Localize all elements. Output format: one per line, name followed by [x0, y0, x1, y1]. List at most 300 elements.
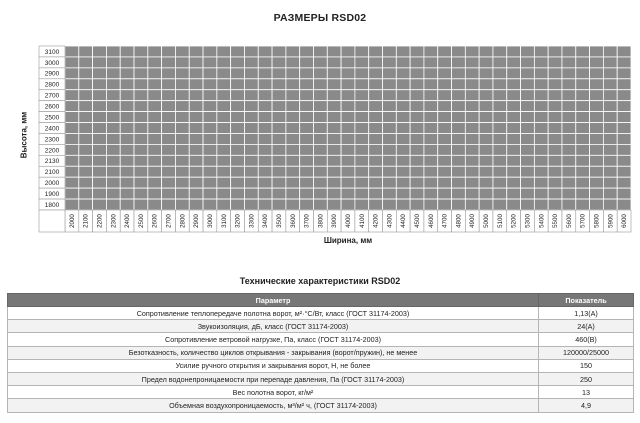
grid-cell — [106, 90, 120, 101]
grid-cell — [521, 188, 535, 199]
grid-cell — [120, 68, 134, 79]
grid-cell — [383, 177, 397, 188]
grid-cell — [244, 144, 258, 155]
grid-cell — [93, 90, 107, 101]
grid-cell — [617, 155, 631, 166]
x-tick-label: 2000 — [68, 214, 76, 228]
grid-cell — [410, 101, 424, 112]
grid-cell — [106, 177, 120, 188]
grid-cell — [189, 155, 203, 166]
grid-cell — [438, 155, 452, 166]
grid-cell — [189, 133, 203, 144]
grid-cell — [424, 133, 438, 144]
grid-cell — [162, 46, 176, 57]
grid-cell — [396, 144, 410, 155]
grid-cell — [231, 155, 245, 166]
grid-cell — [313, 57, 327, 68]
grid-cell — [465, 90, 479, 101]
grid-cell — [203, 101, 217, 112]
grid-cell — [396, 166, 410, 177]
grid-cell — [355, 177, 369, 188]
grid-cell — [327, 133, 341, 144]
grid-cell — [410, 112, 424, 123]
grid-cell — [175, 123, 189, 134]
grid-cell — [79, 166, 93, 177]
grid-cell — [272, 46, 286, 57]
grid-cell — [106, 166, 120, 177]
grid-cell — [548, 112, 562, 123]
grid-cell — [79, 144, 93, 155]
grid-cell — [231, 188, 245, 199]
grid-cell — [410, 123, 424, 134]
grid-cell — [548, 188, 562, 199]
x-tick-label: 2300 — [110, 214, 118, 228]
grid-cell — [438, 166, 452, 177]
x-tick-label: 6000 — [621, 214, 629, 228]
grid-cell — [313, 144, 327, 155]
grid-cell — [424, 144, 438, 155]
grid-cell — [369, 188, 383, 199]
x-tick-label: 4100 — [358, 214, 366, 228]
grid-cell — [203, 112, 217, 123]
grid-cell — [272, 112, 286, 123]
x-tick-label: 5900 — [607, 214, 615, 228]
x-tick-label: 4000 — [345, 214, 352, 228]
grid-cell — [148, 188, 162, 199]
grid-cell — [106, 123, 120, 134]
grid-cell — [424, 199, 438, 210]
grid-cell — [300, 177, 314, 188]
grid-cell — [603, 144, 617, 155]
grid-cell — [217, 199, 231, 210]
grid-cell — [383, 144, 397, 155]
y-tick-label: 2900 — [44, 70, 60, 78]
grid-cell — [465, 101, 479, 112]
grid-cell — [576, 46, 590, 57]
grid-cell — [93, 112, 107, 123]
grid-cell — [65, 101, 79, 112]
grid-cell — [438, 144, 452, 155]
grid-cell — [548, 199, 562, 210]
grid-cell — [479, 57, 493, 68]
grid-cell — [203, 177, 217, 188]
table-row — [8, 346, 634, 359]
grid-cell — [244, 188, 258, 199]
table-row — [8, 399, 634, 412]
grid-cell — [327, 79, 341, 90]
grid-cell — [603, 123, 617, 134]
grid-cell — [65, 133, 79, 144]
grid-cell — [148, 199, 162, 210]
x-tick-label: 2600 — [151, 214, 159, 228]
grid-cell — [369, 166, 383, 177]
grid-cell — [410, 155, 424, 166]
grid-cell — [203, 155, 217, 166]
grid-cell — [244, 123, 258, 134]
grid-cell — [327, 101, 341, 112]
grid-cell — [120, 188, 134, 199]
grid-cell — [534, 57, 548, 68]
grid-cell — [327, 68, 341, 79]
grid-cell — [134, 57, 148, 68]
grid-cell — [369, 46, 383, 57]
grid-cell — [244, 166, 258, 177]
grid-cell — [79, 112, 93, 123]
grid-cell — [438, 90, 452, 101]
grid-cell — [507, 155, 521, 166]
grid-cell — [562, 79, 576, 90]
grid-cell — [93, 199, 107, 210]
grid-cell — [465, 112, 479, 123]
grid-cell — [355, 144, 369, 155]
grid-cell — [327, 177, 341, 188]
grid-cell — [452, 123, 466, 134]
grid-cell — [148, 177, 162, 188]
grid-cell — [507, 123, 521, 134]
grid-cell — [521, 144, 535, 155]
y-tick-label: 2200 — [44, 147, 60, 155]
grid-cell — [93, 101, 107, 112]
grid-cell — [521, 79, 535, 90]
grid-cell — [313, 90, 327, 101]
grid-cell — [341, 112, 355, 123]
grid-cell — [106, 46, 120, 57]
grid-cell — [465, 188, 479, 199]
grid-cell — [507, 188, 521, 199]
grid-cell — [493, 144, 507, 155]
grid-cell — [438, 112, 452, 123]
grid-cell — [383, 68, 397, 79]
grid-cell — [410, 90, 424, 101]
grid-cell — [548, 101, 562, 112]
grid-cell — [258, 57, 272, 68]
grid-cell — [590, 90, 604, 101]
grid-cell — [548, 166, 562, 177]
value-cell: 250 — [539, 372, 634, 385]
grid-cell — [438, 123, 452, 134]
y-tick-label: 2130 — [44, 158, 60, 166]
value-cell: 13 — [539, 386, 634, 399]
grid-cell — [134, 199, 148, 210]
grid-cell — [300, 199, 314, 210]
grid-cell — [175, 79, 189, 90]
grid-cell — [79, 133, 93, 144]
grid-cell — [452, 199, 466, 210]
grid-cell — [244, 177, 258, 188]
grid-cell — [396, 155, 410, 166]
grid-cell — [175, 188, 189, 199]
grid-cell — [452, 177, 466, 188]
grid-cell — [217, 46, 231, 57]
grid-cell — [369, 123, 383, 134]
y-tick-label: 3100 — [44, 48, 60, 56]
grid-cell — [452, 188, 466, 199]
grid-cell — [355, 199, 369, 210]
grid-cell — [327, 155, 341, 166]
grid-cell — [396, 46, 410, 57]
grid-cell — [548, 155, 562, 166]
grid-cell — [548, 144, 562, 155]
grid-cell — [548, 177, 562, 188]
x-tick-label: 2500 — [137, 214, 145, 228]
grid-cell — [465, 144, 479, 155]
x-tick-label: 3000 — [206, 214, 214, 228]
grid-cell — [465, 123, 479, 134]
grid-cell — [590, 68, 604, 79]
grid-cell — [341, 90, 355, 101]
grid-cell — [548, 79, 562, 90]
grid-cell — [286, 177, 300, 188]
grid-cell — [258, 177, 272, 188]
grid-cell — [576, 57, 590, 68]
grid-cell — [341, 144, 355, 155]
grid-cell — [479, 177, 493, 188]
grid-cell — [383, 133, 397, 144]
grid-cell — [313, 133, 327, 144]
grid-cell — [300, 123, 314, 134]
grid-cell — [231, 101, 245, 112]
grid-cell — [355, 90, 369, 101]
grid-cell — [438, 79, 452, 90]
grid-cell — [355, 46, 369, 57]
table-row — [8, 333, 634, 346]
grid-cell — [369, 133, 383, 144]
grid-cell — [162, 199, 176, 210]
grid-cell — [300, 144, 314, 155]
grid-cell — [203, 188, 217, 199]
grid-cell — [120, 90, 134, 101]
grid-cell — [244, 46, 258, 57]
grid-cell — [120, 166, 134, 177]
grid-cell — [452, 57, 466, 68]
grid-cell — [286, 123, 300, 134]
grid-cell — [410, 166, 424, 177]
grid-cell — [424, 166, 438, 177]
grid-cell — [479, 199, 493, 210]
x-tick-label: 2200 — [96, 214, 104, 228]
grid-cell — [258, 112, 272, 123]
grid-cell — [272, 57, 286, 68]
grid-cell — [396, 79, 410, 90]
grid-cell — [120, 46, 134, 57]
grid-cell — [534, 46, 548, 57]
grid-cell — [534, 199, 548, 210]
grid-cell — [383, 112, 397, 123]
grid-cell — [590, 188, 604, 199]
grid-cell — [410, 177, 424, 188]
grid-cell — [272, 123, 286, 134]
grid-cell — [65, 199, 79, 210]
grid-cell — [217, 57, 231, 68]
grid-cell — [217, 177, 231, 188]
x-tick-label: 5100 — [496, 214, 504, 228]
grid-cell — [93, 46, 107, 57]
grid-cell — [465, 199, 479, 210]
grid-cell — [272, 79, 286, 90]
grid-cell — [106, 112, 120, 123]
grid-cell — [452, 68, 466, 79]
grid-cell — [258, 123, 272, 134]
y-tick-label: 2100 — [44, 169, 60, 177]
grid-cell — [507, 199, 521, 210]
grid-cell — [148, 133, 162, 144]
grid-cell — [396, 101, 410, 112]
y-tick-label: 2400 — [44, 125, 60, 133]
grid-cell — [79, 199, 93, 210]
grid-cell — [203, 68, 217, 79]
grid-cell — [120, 101, 134, 112]
grid-cell — [162, 155, 176, 166]
grid-cell — [617, 90, 631, 101]
grid-cell — [479, 79, 493, 90]
x-tick-label: 5700 — [579, 214, 587, 228]
grid-cell — [162, 123, 176, 134]
table-row — [8, 372, 634, 385]
grid-cell — [217, 90, 231, 101]
grid-cell — [189, 144, 203, 155]
grid-cell — [562, 68, 576, 79]
grid-cell — [313, 199, 327, 210]
grid-cell — [203, 46, 217, 57]
grid-cell — [120, 112, 134, 123]
grid-cell — [231, 90, 245, 101]
grid-cell — [548, 90, 562, 101]
grid-cell — [493, 123, 507, 134]
grid-cell — [79, 90, 93, 101]
grid-cell — [465, 155, 479, 166]
grid-cell — [148, 101, 162, 112]
grid-cell — [106, 199, 120, 210]
table-row — [8, 320, 634, 333]
grid-cell — [217, 112, 231, 123]
grid-cell — [369, 144, 383, 155]
grid-cell — [106, 79, 120, 90]
grid-cell — [493, 112, 507, 123]
grid-cell — [189, 177, 203, 188]
grid-cell — [590, 177, 604, 188]
grid-cell — [603, 112, 617, 123]
grid-cell — [231, 112, 245, 123]
grid-cell — [617, 188, 631, 199]
grid-cell — [617, 57, 631, 68]
value-cell: 24(А) — [539, 320, 634, 333]
grid-cell — [134, 123, 148, 134]
grid-cell — [300, 166, 314, 177]
grid-cell — [272, 101, 286, 112]
grid-cell — [590, 199, 604, 210]
grid-cell — [93, 188, 107, 199]
grid-cell — [313, 101, 327, 112]
grid-cell — [93, 177, 107, 188]
grid-cell — [286, 68, 300, 79]
grid-cell — [162, 112, 176, 123]
grid-cell — [313, 68, 327, 79]
grid-cell — [313, 79, 327, 90]
grid-cell — [603, 155, 617, 166]
grid-cell — [272, 155, 286, 166]
grid-cell — [231, 79, 245, 90]
grid-cell — [203, 57, 217, 68]
grid-cell — [424, 101, 438, 112]
grid-cell — [355, 123, 369, 134]
grid-cell — [65, 155, 79, 166]
grid-cell — [258, 188, 272, 199]
grid-cell — [106, 68, 120, 79]
grid-cell — [355, 166, 369, 177]
grid-cell — [383, 155, 397, 166]
grid-cell — [341, 57, 355, 68]
grid-cell — [79, 79, 93, 90]
grid-cell — [258, 133, 272, 144]
grid-cell — [65, 123, 79, 134]
grid-cell — [576, 112, 590, 123]
grid-cell — [148, 57, 162, 68]
grid-cell — [493, 101, 507, 112]
grid-cell — [148, 144, 162, 155]
grid-cell — [272, 166, 286, 177]
grid-cell — [120, 57, 134, 68]
grid-cell — [479, 123, 493, 134]
grid-cell — [590, 123, 604, 134]
grid-cell — [603, 101, 617, 112]
grid-cell — [562, 188, 576, 199]
grid-cell — [93, 79, 107, 90]
grid-cell — [162, 188, 176, 199]
tech-specs-title: Технические характеристики RSD02 — [239, 276, 401, 286]
grid-cell — [231, 68, 245, 79]
grid-cell — [189, 123, 203, 134]
grid-cell — [507, 68, 521, 79]
grid-cell — [286, 133, 300, 144]
grid-cell — [452, 144, 466, 155]
grid-cell — [493, 177, 507, 188]
grid-cell — [65, 144, 79, 155]
grid-cell — [617, 144, 631, 155]
grid-cell — [300, 112, 314, 123]
grid-cell — [300, 57, 314, 68]
grid-cell — [189, 199, 203, 210]
grid-cell — [521, 90, 535, 101]
grid-cell — [396, 90, 410, 101]
grid-cell — [424, 112, 438, 123]
x-tick-label: 4400 — [400, 214, 408, 228]
grid-cell — [396, 133, 410, 144]
grid-cell — [479, 68, 493, 79]
grid-cell — [590, 155, 604, 166]
grid-cell — [189, 101, 203, 112]
grid-cell — [148, 90, 162, 101]
grid-cell — [521, 177, 535, 188]
x-tick-label: 5000 — [483, 214, 491, 228]
grid-cell — [355, 101, 369, 112]
grid-cell — [286, 90, 300, 101]
grid-cell — [327, 123, 341, 134]
grid-cell — [479, 166, 493, 177]
grid-cell — [617, 199, 631, 210]
grid-cell — [410, 57, 424, 68]
grid-cell — [521, 133, 535, 144]
grid-cell — [479, 46, 493, 57]
x-tick-label: 3200 — [234, 214, 242, 228]
grid-cell — [438, 68, 452, 79]
grid-cell — [300, 155, 314, 166]
grid-cell — [217, 155, 231, 166]
grid-cell — [383, 46, 397, 57]
grid-cell — [521, 199, 535, 210]
grid-cell — [369, 155, 383, 166]
grid-cell — [424, 188, 438, 199]
grid-cell — [134, 79, 148, 90]
